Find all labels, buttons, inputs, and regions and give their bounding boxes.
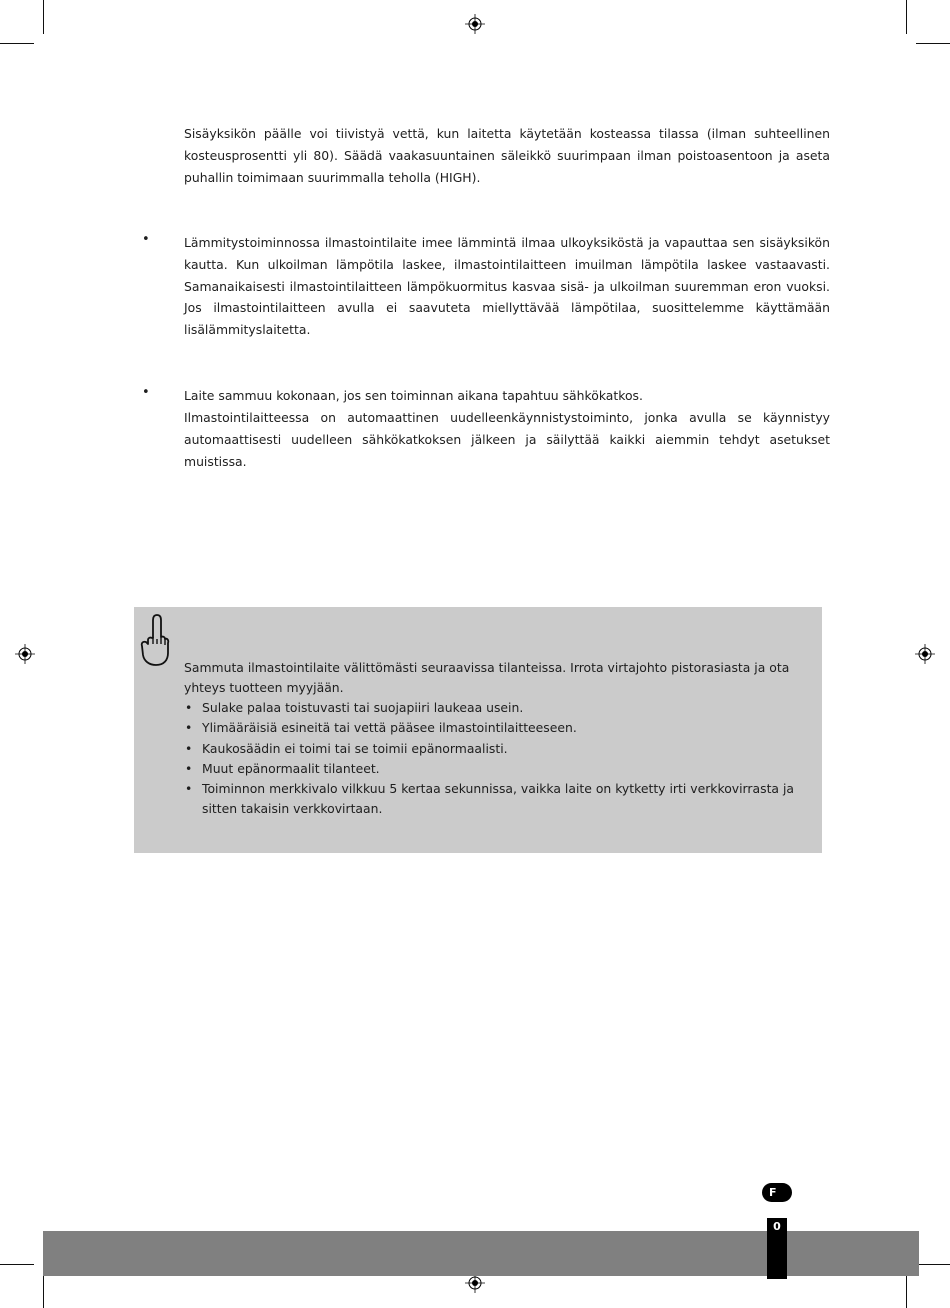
power-cut-paragraph: Laite sammuu kokonaan, jos sen toiminnan aikana tapahtuu sähkökatkos. xyxy=(184,388,643,403)
crop-mark xyxy=(43,1274,44,1308)
crop-mark xyxy=(906,0,907,34)
page-number-tab xyxy=(767,1218,787,1279)
note-list xyxy=(184,698,814,820)
list-item: • Ylimääräisiä esineitä tai vettä pääsee ilmastointilaitteeseen. xyxy=(184,718,814,738)
list-item: • Toiminnon merkkivalo vilkkuu 5 kertaa sekunnissa, vaikka laite on kytketty irti verkkovirrasta ja sitten takaisin verkkovirtaan. xyxy=(184,779,814,820)
language-badge xyxy=(762,1183,792,1202)
footer-bar xyxy=(43,1231,919,1276)
crop-mark xyxy=(0,43,34,44)
crop-mark xyxy=(43,0,44,34)
crop-mark xyxy=(906,1274,907,1308)
heating-paragraph: Lämmitystoiminnossa ilmastointilaite imee lämmintä ilmaa ulkoyksiköstä ja vapauttaa sen sisäyksikön kautta. Kun ulkoilman lämpötila laskee, ilmastointilaitteen imuilman lämpötila laskee vastaavasti. Samanaikaisesti ilmastointilaitteen lämpökuormitus kasvaa sisä- ja ulkoilman suuremman eron vuoksi. Jos ilmastointilaitteen avulla ei saavuteta miellyttävää lämpötilaa, suosittelemme käyttämään lisälämmityslaitetta. xyxy=(184,235,830,338)
list-item: • Kaukosäädin ei toimi tai se toimii epänormaalisti. xyxy=(184,739,814,759)
page-number: 0 xyxy=(773,1220,781,1233)
language-label: F xyxy=(769,1186,777,1199)
note-intro-text: Sammuta ilmastointilaite välittömästi seuraavissa tilanteissa. Irrota virtajohto pistorasiasta ja ota yhteys tuotteen myyjään. xyxy=(184,660,790,696)
registration-mark-icon xyxy=(15,644,35,664)
crop-mark xyxy=(916,43,950,44)
pointing-hand-icon xyxy=(140,613,170,667)
list-item: • Muut epänormaalit tilanteet. xyxy=(184,759,814,779)
auto-restart-paragraph: Ilmastointilaitteessa on automaattinen uudelleenkäynnistystoiminto, jonka avulla se käynnistyy automaattisesti uudelleen sähkökatkoksen jälkeen ja säilyttää kaikki aiemmin tehdyt asetukset muistissa. xyxy=(184,410,830,469)
list-item: • Sulake palaa toistuvasti tai suojapiiri laukeaa usein. xyxy=(184,698,814,718)
bullet-icon: • xyxy=(142,385,150,400)
registration-mark-icon xyxy=(465,1273,485,1293)
crop-mark xyxy=(916,1264,950,1265)
bullet-icon: • xyxy=(142,232,150,247)
warning-note-box xyxy=(134,607,822,853)
crop-mark xyxy=(0,1264,34,1265)
condensation-paragraph: Sisäyksikön päälle voi tiivistyä vettä, kun laitetta käytetään kosteassa tilassa (ilman suhteellinen kosteusprosentti yli 80). Säädä vaakasuuntainen säleikkö suurimpaan ilman poistoasentoon ja aseta puhallin toimimaan suurimmalla teholla (HIGH). xyxy=(184,126,830,185)
registration-mark-icon xyxy=(465,14,485,34)
registration-mark-icon xyxy=(915,644,935,664)
